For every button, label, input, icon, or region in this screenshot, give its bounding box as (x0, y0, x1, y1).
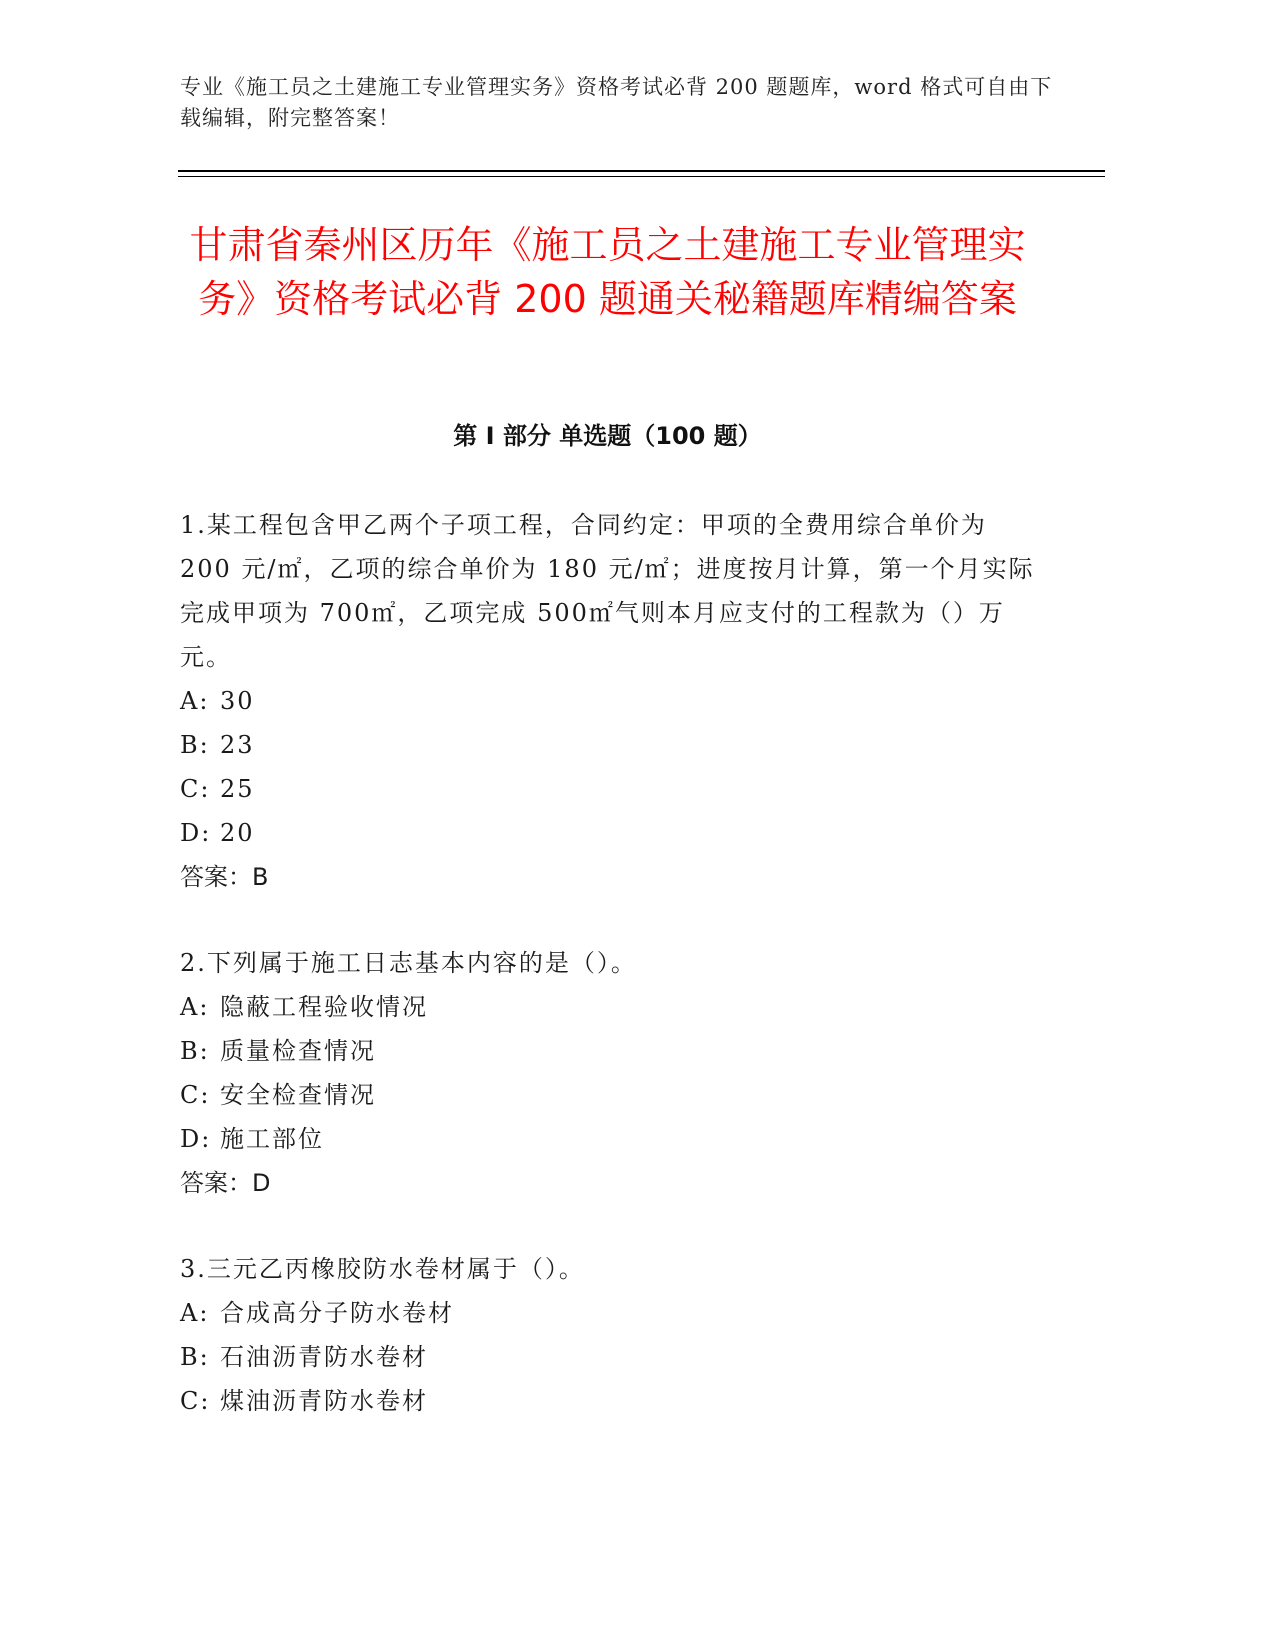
option-c (180, 767, 1040, 811)
option-b (180, 723, 1040, 767)
option-key: B: (180, 1037, 210, 1065)
option-text: 合成高分子防水卷材 (220, 1299, 454, 1327)
question-item (180, 503, 1040, 899)
option-b (180, 1029, 1040, 1073)
option-key: B: (180, 1343, 210, 1371)
option-d (180, 1117, 1040, 1161)
option-b (180, 1335, 1040, 1379)
option-d (180, 811, 1040, 855)
option-key: A: (180, 1299, 210, 1327)
option-key: D: (180, 1125, 212, 1153)
option-text: 25 (220, 775, 255, 803)
option-key: C: (180, 1387, 211, 1415)
question-text: 2.下列属于施工日志基本内容的是（）。 (180, 949, 637, 977)
answer-line: 答案：B (180, 863, 269, 891)
option-key: D: (180, 819, 212, 847)
option-a (180, 1291, 1040, 1335)
option-key: C: (180, 775, 211, 803)
question-list (180, 503, 1040, 1465)
option-text: 石油沥青防水卷材 (220, 1343, 428, 1371)
option-text: 质量检查情况 (220, 1037, 376, 1065)
document-title: 甘肃省秦州区历年《施工员之土建施工专业管理实务》资格考试必背 200 题通关秘籍题库精编答案 (189, 223, 1026, 321)
option-key: C: (180, 1081, 211, 1109)
question-item (180, 941, 1040, 1205)
option-key: A: (180, 993, 210, 1021)
option-text: 隐蔽工程验收情况 (220, 993, 428, 1021)
option-text: 施工部位 (220, 1125, 324, 1153)
section-title: 第 I 部分 单选题（100 题） (453, 422, 762, 450)
question-text: 3.三元乙丙橡胶防水卷材属于（）。 (180, 1255, 585, 1283)
option-key: A: (180, 687, 210, 715)
option-text: 23 (220, 731, 255, 759)
answer-line: 答案：D (180, 1169, 271, 1197)
question-text: 1.某工程包含甲乙两个子项工程，合同约定：甲项的全费用综合单价为 200 元/㎡，乙项的综合单价为 180 元/㎡；进度按月计算，第一个月实际完成甲项为 700㎡，乙项完成 500㎡气则本月应支付的工程款为（）万元。 (180, 511, 1035, 671)
header-note: 专业《施工员之土建施工专业管理实务》资格考试必背 200 题题库，word 格式可自由下载编辑，附完整答案！ (180, 75, 1053, 130)
option-c (180, 1379, 1040, 1423)
option-text: 20 (220, 819, 255, 847)
option-a (180, 679, 1040, 723)
header-divider-thin (178, 176, 1105, 177)
option-text: 煤油沥青防水卷材 (220, 1387, 428, 1415)
option-text: 30 (220, 687, 255, 715)
option-c (180, 1073, 1040, 1117)
question-item (180, 1247, 1040, 1423)
header-divider-thick (178, 170, 1105, 172)
option-text: 安全检查情况 (220, 1081, 376, 1109)
option-key: B: (180, 731, 210, 759)
option-a (180, 985, 1040, 1029)
